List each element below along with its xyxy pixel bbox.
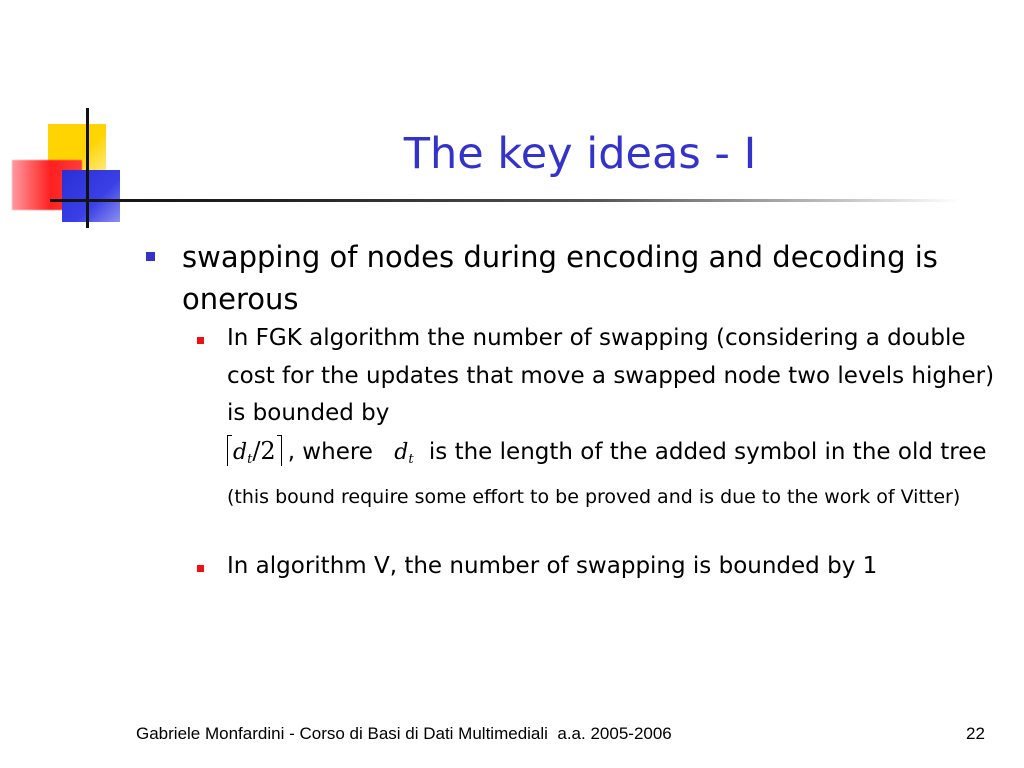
bullet-main-text: swapping of nodes during encoding and decoding is onerous <box>182 240 938 316</box>
formula-d: d <box>233 439 248 465</box>
sub-bullet-2-text: In algorithm V, the number of swapping is bounded by 1 <box>227 553 878 579</box>
logo-blue-square <box>62 170 120 222</box>
sub-bullet-1-text-c: is the length of the added symbol in the old tree <box>428 438 987 465</box>
inline-subscript-t: t <box>408 451 414 467</box>
bullet-square-icon <box>146 252 155 261</box>
title-underline <box>50 199 960 202</box>
logo-vertical-line <box>86 108 89 228</box>
sub-bullet-1-text-a: In FGK algorithm the number of swapping (considering a double cost for the updates that move a swapped node two levels higher) is bounded by <box>227 325 995 426</box>
page-number: 22 <box>966 724 985 743</box>
slide-title: The key ideas - I <box>403 129 757 179</box>
formula-subscript-t: t <box>247 451 253 467</box>
ceiling-formula <box>227 433 282 479</box>
sub-bullet-1 <box>227 320 997 517</box>
sub-bullet-icon <box>197 337 204 344</box>
footer-text: Gabriele Monfardini - Corso di Basi di Dati Multimediali a.a. 2005-2006 <box>136 724 672 743</box>
sub-bullet-icon <box>197 565 204 572</box>
sub-bullet-1-text-b: , where <box>287 438 373 465</box>
sub-bullet-1-note: (this bound require some effort to be proved and is due to the work of Vitter) <box>227 486 961 508</box>
inline-d: d <box>394 439 409 465</box>
formula-slash-2: /2 <box>252 436 276 465</box>
sub-bullet-2 <box>227 548 997 586</box>
inline-formula-dt <box>394 440 413 465</box>
